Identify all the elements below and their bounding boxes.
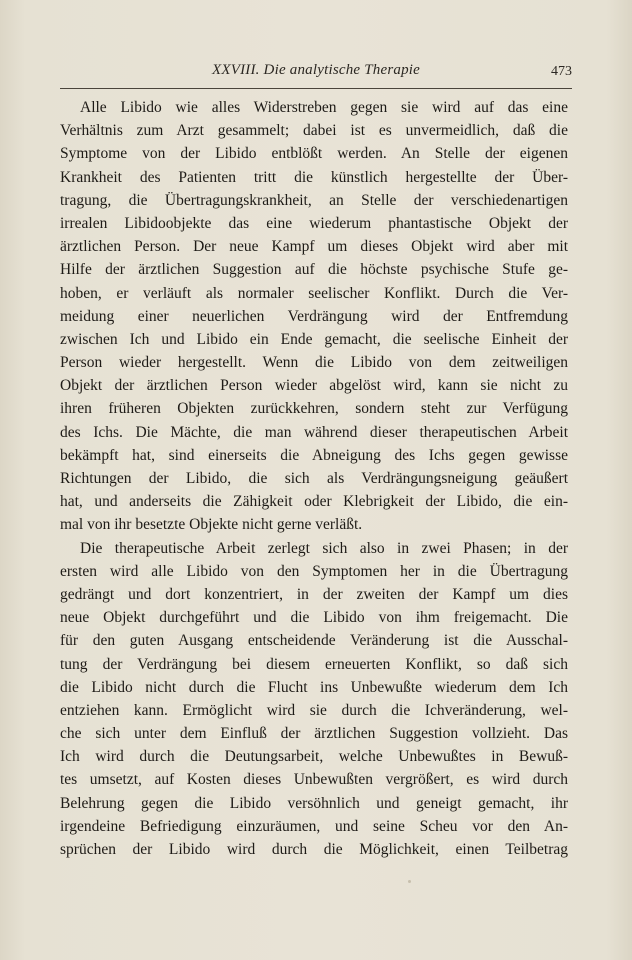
text-line: des Ichs. Die Mächte, die man während dieser therapeutischen Arbeit [60, 423, 568, 441]
text-line: tung der Verdrängung bei diesem erneuerten Konflikt, so daß sich [60, 655, 568, 673]
text-line: für den guten Ausgang entscheidende Veränderung ist die Ausschal- [60, 632, 568, 650]
header-rule [60, 88, 572, 89]
paper-spot [408, 880, 411, 883]
text-line: Objekt der ärztlichen Person wieder abgelöst wird, kann sie nicht zu [60, 377, 568, 395]
text-line: ärztlichen Person. Der neue Kampf um dieses Objekt wird aber mit [60, 238, 568, 256]
text-line: hoben, er verläuft als normaler seelischer Konflikt. Durch die Ver- [60, 284, 568, 302]
text-line: gedrängt und dort konzentriert, in der zweiten der Kampf um dies [60, 585, 568, 603]
text-line: che sich unter dem Einfluß der ärztlichen Suggestion vollzieht. Das [60, 725, 568, 743]
text-line: neue Objekt durchgeführt und die Libido von ihm freigemacht. Die [60, 609, 568, 627]
text-line: zwischen Ich und Libido ein Ende gemacht, die seelische Einheit der [60, 330, 568, 348]
text-line: meidung einer neuerlichen Verdrängung wird der Entfremdung [60, 307, 568, 325]
text-line: Verhältnis zum Arzt gesammelt; dabei ist es unvermeidlich, daß die [60, 122, 568, 140]
text-line: ersten wird alle Libido von den Symptomen her in die Übertragung [60, 562, 568, 580]
text-line: Richtungen der Libido, die sich als Verdrängungsneigung geäußert [60, 470, 568, 487]
text-line: Die therapeutische Arbeit zerlegt sich also in zwei Phasen; in der [80, 539, 568, 557]
text-line: die Libido nicht durch die Flucht ins Unbewußte wiederum dem Ich [60, 678, 568, 696]
text-line: sprüchen der Libido wird durch die Möglichkeit, einen Teilbetrag [60, 841, 568, 858]
text-line: Belehrung gegen die Libido versöhnlich und geneigt gemacht, ihr [60, 794, 568, 812]
text-line: Krankheit des Patienten tritt die künstlich hergestellte der Über- [60, 168, 568, 186]
text-line: bekämpft hat, sind einerseits die Abneigung des Ichs gegen gewisse [60, 446, 568, 464]
text-line: irrealen Libidoobjekte das eine wiederum phantastische Objekt der [60, 214, 568, 232]
text-line: ihren früheren Objekten zurückkehren, sondern steht zur Verfügung [60, 400, 568, 418]
text-line: tragung, die Übertragungskrankheit, an Stelle der verschiedenartigen [60, 191, 568, 209]
text-line: Symptome von der Libido entblößt werden. An Stelle der eigenen [60, 145, 568, 163]
text-line: entziehen kann. Ermöglicht wird sie durch die Ichveränderung, wel- [60, 701, 568, 719]
text-line: Ich wird durch die Deutungsarbeit, welche Unbewußtes in Bewuß- [60, 748, 568, 766]
text-line: Hilfe der ärztlichen Suggestion auf die höchste psychische Stufe ge- [60, 261, 568, 279]
page-header [60, 62, 572, 86]
text-line: tes umsetzt, auf Kosten dieses Unbewußten vergrößert, es wird durch [60, 771, 568, 789]
text-line: Alle Libido wie alles Widerstreben gegen sie wird auf das eine [80, 99, 568, 116]
text-line: mal von ihr besetzte Objekte nicht gerne verläßt. [60, 516, 363, 534]
text-line: irgendeine Befriedigung einzuräumen, und seine Scheu vor den An- [60, 817, 568, 835]
page-number: 473 [551, 64, 572, 79]
text-line: hat, und anderseits die Zähigkeit oder Klebrigkeit der Libido, die ein- [60, 493, 568, 511]
running-head: XXVIII. Die analytische Therapie [211, 62, 420, 78]
text-line: Person wieder hergestellt. Wenn die Libido von dem zeitweiligen [60, 354, 568, 372]
body-text [60, 96, 568, 861]
